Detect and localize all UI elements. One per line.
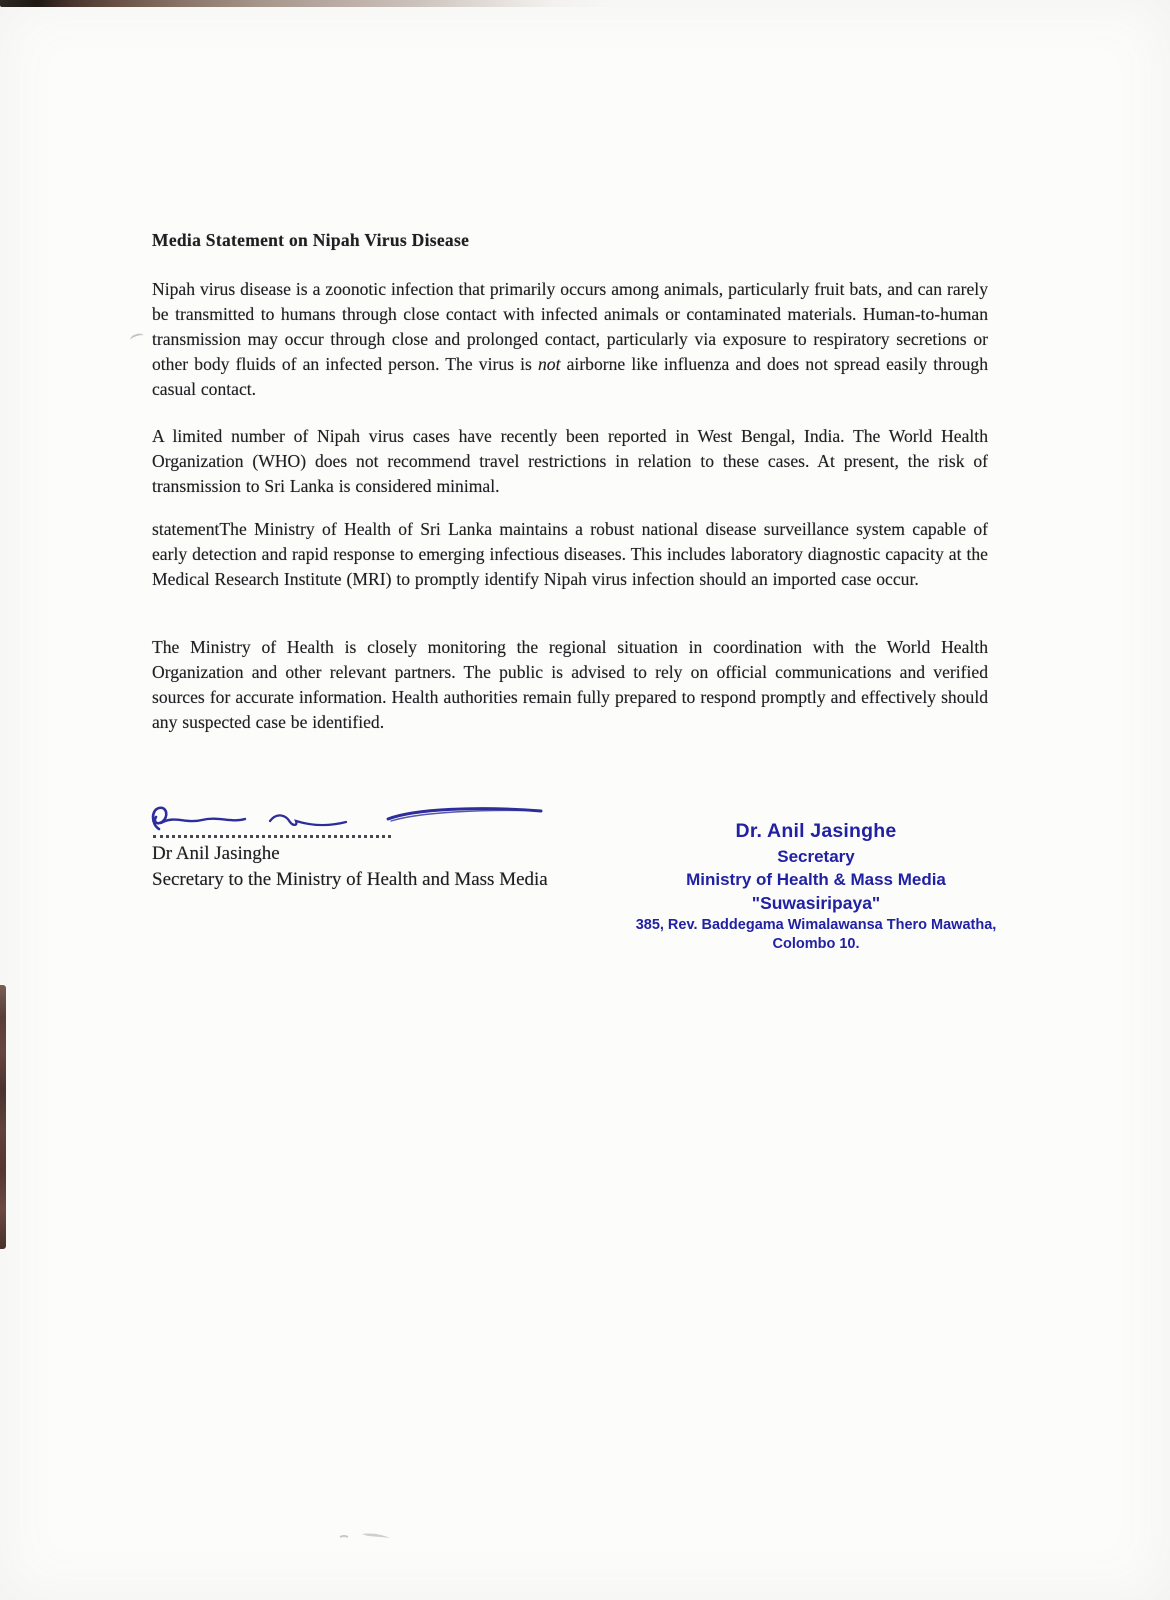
scan-artifact-margin-mark <box>129 332 145 344</box>
paragraph-surveillance: statementThe Ministry of Health of Sri Lanka maintains a robust national disease surveillance system capable of early detection and rapid response to emerging infectious diseases. This includes laboratory diagnostic capacity at the Medical Research Institute (MRI) to promptly identify Nipah virus infection should an imported case occur. <box>152 519 988 589</box>
contact-address-line2: Colombo 10. <box>772 936 860 952</box>
paragraph-monitoring: The Ministry of Health is closely monitoring the regional situation in coordination with the World Health Organization and other relevant partners. The public is advised to rely on official communications and verified sources for accurate information. Health authorities remain fully prepared to respond promptly and effectively should any suspected case be identified. <box>152 637 988 732</box>
contact-name: Dr. Anil Jasinghe <box>735 820 897 842</box>
italic-word: not <box>538 354 561 374</box>
contact-role: Secretary <box>777 847 855 866</box>
scan-artifact-top-strip <box>0 0 612 7</box>
signatory-name: Dr Anil Jasinghe <box>152 843 280 864</box>
contact-address-line1: 385, Rev. Baddegama Wimalawansa Thero Mawatha, <box>635 917 997 933</box>
document-title: Media Statement on Nipah Virus Disease <box>152 230 470 250</box>
signature-dotted-line <box>153 833 391 838</box>
paragraph-who-advice: A limited number of Nipah virus cases have recently been reported in West Bengal, India. The World Health Organization (WHO) does not recommend travel restrictions in relation to these cases. At present, the risk of transmission to Sri Lanka is considered minimal. <box>152 426 988 496</box>
scan-artifact-bottom-mark <box>338 1528 408 1546</box>
contact-building: "Suwasiripaya" <box>751 893 881 913</box>
paragraph-text: Nipah virus disease is a zoonotic infection that primarily occurs among animals, particularly fruit bats, and can rarely be transmitted to humans through close contact with infected animals or contaminated materials. Human-to-human transmission may occur through close and prolonged contact, particularly via exposure to respiratory secretions or other body fluids of an infected person. The virus is <box>152 279 988 374</box>
signatory-role: Secretary to the Ministry of Health and Mass Media <box>152 869 548 890</box>
paragraph-disease-description <box>152 277 988 402</box>
contact-ministry: Ministry of Health & Mass Media <box>686 870 946 889</box>
scan-artifact-left-edge <box>0 985 6 1249</box>
paragraph-text: airborne like influenza and does not spread easily through casual contact. <box>152 354 989 399</box>
contact-block <box>598 818 1034 954</box>
